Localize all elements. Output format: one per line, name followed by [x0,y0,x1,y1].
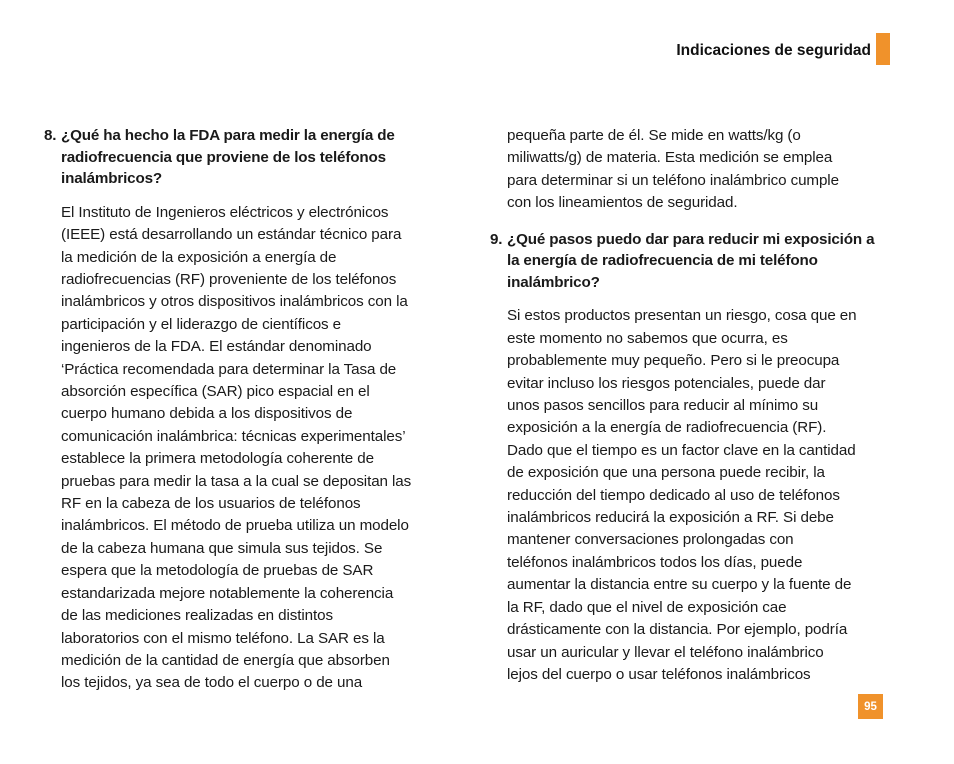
answer-line: inalámbricos y otros dispositivos inalámbricos con la [61,293,408,311]
answer-line: aumentar la distancia entre su cuerpo y la fuente de [507,576,852,594]
answer-line: comunicación inalámbrica: técnicas experimentales’ [61,427,406,445]
answer-line: probablemente muy pequeño. Pero si le preocupa [507,352,840,370]
answer-line: este momento no sabemos que ocurra, es [507,329,788,347]
answer-line: evitar incluso los riesgos potenciales, puede dar [507,374,826,392]
question-line: radiofrecuencia que proviene de los teléfonos [61,148,386,166]
answer-line: de la cabeza humana que simula sus tejidos. Se [61,539,383,557]
answer-line: de las mediciones realizadas en distintos [61,607,333,625]
section-title: Indicaciones de seguridad [676,42,871,59]
question-number: 8. [44,127,57,144]
answer-line: la medición de la exposición a energía de [61,248,337,266]
page-number-badge: 95 [858,694,883,719]
answer-line: inalámbricos reducirá la exposición a RF. Si debe [507,509,834,527]
answer-line: absorción específica (SAR) pico espacial en el [61,383,370,401]
answer-line: para determinar si un teléfono inalámbrico cumple [507,171,839,189]
right-column [490,125,890,686]
answer-line: radiofrecuencias (RF) proveniente de los teléfonos [61,271,397,288]
answer-line: con los lineamientos de seguridad. [507,194,738,212]
answer-line: laboratorios con el mismo teléfono. La SAR es la [61,629,385,647]
left-column [44,125,444,695]
question-9 [490,229,890,294]
answer-line: los tejidos, ya sea de todo el cuerpo o de una [61,674,363,692]
question-text [61,125,444,190]
answer-8 [44,202,444,695]
answer-line: ingenieros de la FDA. El estándar denominado [61,338,372,356]
answer-line: mantener conversaciones prolongadas con [507,531,794,549]
answer-line: miliwatts/g) de materia. Esta medición se emplea [507,149,833,167]
answer-line: inalámbricos. El método de prueba utiliza un modelo [61,517,409,535]
answer-line: El Instituto de Ingenieros eléctricos y electrónicos [61,203,389,221]
answer-line: espera que la metodología de pruebas de SAR [61,562,374,580]
answer-line: (IEEE) está desarrollando un estándar técnico para [61,226,402,244]
question-line: inalámbrico? [507,273,600,291]
question-number: 9. [490,230,503,248]
question-8 [44,125,444,190]
answer-line: drásticamente con la distancia. Por ejemplo, podría [507,621,848,639]
question-line: inalámbricos? [61,170,163,188]
answer-line: pruebas para medir la tasa a la cual se depositan las [61,472,412,490]
answer-line: pequeña parte de él. Se mide en watts/kg (o [507,127,801,144]
answer-line: Dado que el tiempo es un factor clave en la cantidad [507,441,856,459]
answer-line: RF en la cabeza de los usuarios de teléfonos [61,495,361,513]
answer-line: usar un auricular y llevar el teléfono inalámbrico [507,643,824,661]
answer-line: establece la primera metodología coherente de [61,450,374,468]
question-line: ¿Qué ha hecho la FDA para medir la energía de [61,127,395,144]
question-line: la energía de radiofrecuencia de mi teléfono [507,252,818,270]
section-tab-marker [876,33,890,65]
answer-line: lejos del cuerpo o usar teléfonos inalámbricos [507,665,811,683]
answer-line: reducción del tiempo dedicado al uso de teléfonos [507,486,840,504]
answer-8-continuation [490,125,890,215]
answer-line: de exposición que una persona puede recibir, la [507,464,825,482]
question-line: ¿Qué pasos puedo dar para reducir mi exposición a [507,230,875,248]
answer-9 [490,305,890,686]
answer-line: cuerpo humano debida a los dispositivos de [61,405,353,423]
answer-line: Si estos productos presentan un riesgo, cosa que en [507,307,857,325]
answer-line: unos pasos sencillos para reducir al mínimo su [507,397,819,415]
answer-line: teléfonos inalámbricos todos los días, puede [507,553,803,571]
answer-line: ‘Práctica recomendada para determinar la Tasa de [61,360,397,378]
answer-line: medición de la cantidad de energía que absorben [61,651,390,669]
answer-line: participación y el liderazgo de científicos e [61,315,341,333]
answer-line: la RF, dado que el nivel de exposición cae [507,598,787,616]
question-text [507,229,890,294]
answer-line: estandarizada mejore notablemente la coherencia [61,584,394,602]
answer-line: exposición a la energía de radiofrecuencia (RF). [507,419,827,437]
